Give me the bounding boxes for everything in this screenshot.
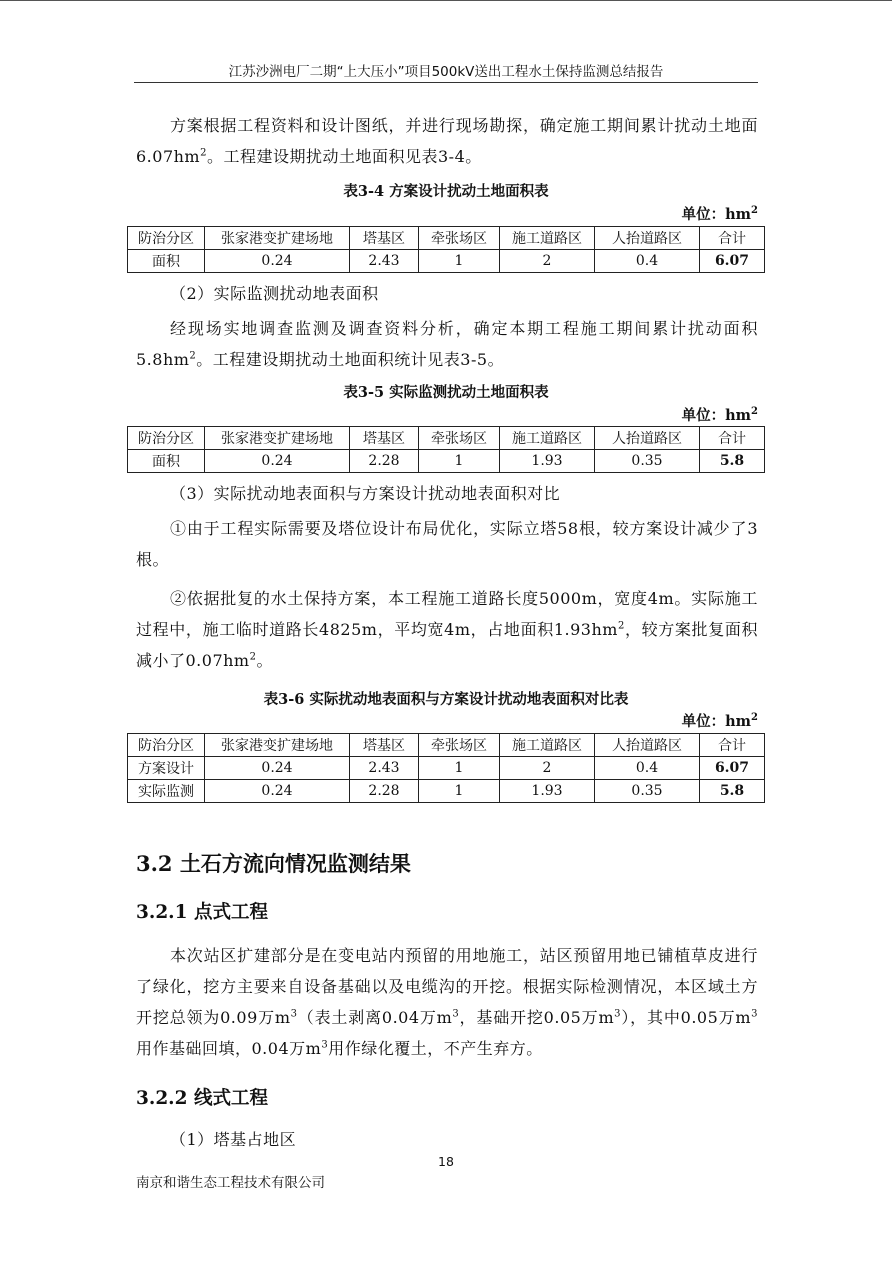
paragraph-road-area: ②依据批复的水土保持方案，本工程施工道路长度5000m，宽度4m。实际施工过程中，施工临时道路长4825m，平均宽4m，占地面积$1.93hm^2$，较方案批复面积减小了$0.07hm^2$。 [136, 589, 758, 670]
running-header: 江苏沙洲电厂二期“上大压小”项目500kV送出工程水土保持监测总结报告 [228, 64, 664, 80]
header-cell: 人抬道路区 [595, 734, 700, 757]
table-cell: 0.24 [205, 250, 350, 273]
paragraph-tower-count: ①由于工程实际需要及塔位设计布局优化，实际立塔58根，较方案设计减少了3根。 [136, 519, 758, 569]
table-3-5-caption: 表3-5 实际监测扰动土地面积表 [343, 384, 549, 401]
table-header-row [128, 734, 765, 757]
table-cell: 2 [500, 250, 595, 273]
header-rule [134, 82, 758, 83]
table-cell: 1.93 [500, 780, 595, 803]
table-3-6 [127, 733, 765, 803]
header-cell: 施工道路区 [500, 734, 595, 757]
section-heading-3-2: 3.2 土石方流向情况监测结果 [136, 851, 411, 876]
table-cell: 1 [419, 780, 500, 803]
header-cell: 防治分区 [128, 734, 205, 757]
table-cell: 2 [500, 757, 595, 780]
table-cell: 1 [419, 250, 500, 273]
table-cell-total: 6.07 [700, 250, 765, 273]
header-cell: 张家港变扩建场地 [205, 227, 350, 250]
table-cell: 0.24 [205, 450, 350, 473]
header-cell: 张家港变扩建场地 [205, 427, 350, 450]
page-number: 18 [438, 1154, 454, 1169]
header-cell: 塔基区 [350, 734, 419, 757]
header-cell: 人抬道路区 [595, 427, 700, 450]
header-cell: 张家港变扩建场地 [205, 734, 350, 757]
table-cell: 1.93 [500, 450, 595, 473]
table-cell: 2.28 [350, 450, 419, 473]
table-3-4 [127, 226, 765, 273]
footer-company: 南京和谐生态工程技术有限公司 [136, 1175, 325, 1191]
header-cell: 合计 [700, 427, 765, 450]
table-header-row [128, 227, 765, 250]
table-cell: 方案设计 [128, 757, 205, 780]
paragraph-plan-area: 方案根据工程资料和设计图纸，并进行现场勘探，确定施工期间累计扰动土地面$6.07hm^2$。工程建设期扰动土地面积见表3-4。 [136, 116, 758, 166]
header-cell: 牵张场区 [419, 427, 500, 450]
table-cell: 面积 [128, 250, 205, 273]
header-cell: 牵张场区 [419, 734, 500, 757]
header-cell: 防治分区 [128, 227, 205, 250]
table-row [128, 250, 765, 273]
table-cell: 2.28 [350, 780, 419, 803]
table-3-4-unit: 单位：$hm^2$ [681, 205, 758, 223]
header-cell: 防治分区 [128, 427, 205, 450]
table-header-row [128, 427, 765, 450]
subheading-tower-area: （1）塔基占地区 [170, 1130, 297, 1149]
table-cell-total: 5.8 [700, 780, 765, 803]
table-3-5-unit: 单位：$hm^2$ [681, 406, 758, 424]
header-cell: 合计 [700, 227, 765, 250]
section-heading-3-2-2: 3.2.2 线式工程 [136, 1088, 268, 1109]
table-3-6-caption: 表3-6 实际扰动地表面积与方案设计扰动地表面积对比表 [263, 691, 629, 708]
table-cell-total: 6.07 [700, 757, 765, 780]
table-cell: 2.43 [350, 250, 419, 273]
header-cell: 人抬道路区 [595, 227, 700, 250]
header-cell: 塔基区 [350, 427, 419, 450]
table-row [128, 450, 765, 473]
section-heading-3-2-1: 3.2.1 点式工程 [136, 902, 268, 923]
table-cell: 2.43 [350, 757, 419, 780]
table-cell: 0.24 [205, 780, 350, 803]
header-cell: 塔基区 [350, 227, 419, 250]
table-row [128, 757, 765, 780]
table-cell: 0.4 [595, 250, 700, 273]
table-cell: 1 [419, 757, 500, 780]
table-cell-total: 5.8 [700, 450, 765, 473]
table-row [128, 780, 765, 803]
table-3-5 [127, 426, 765, 473]
table-cell: 0.24 [205, 757, 350, 780]
header-cell: 施工道路区 [500, 427, 595, 450]
header-cell: 合计 [700, 734, 765, 757]
subheading-comparison: （3）实际扰动地表面积与方案设计扰动地表面积对比 [170, 484, 561, 503]
table-cell: 0.35 [595, 780, 700, 803]
table-cell: 1 [419, 450, 500, 473]
table-cell: 0.4 [595, 757, 700, 780]
table-3-4-caption: 表3-4 方案设计扰动土地面积表 [343, 183, 549, 200]
table-cell: 0.35 [595, 450, 700, 473]
top-border [0, 0, 892, 1]
table-3-6-unit: 单位：$hm^2$ [681, 712, 758, 730]
subheading-actual-monitoring: （2）实际监测扰动地表面积 [170, 284, 379, 303]
paragraph-actual-area: 经现场实地调查监测及调查资料分析，确定本期工程施工期间累计扰动面积$5.8hm^2$。工程建设期扰动土地面积统计见表3-5。 [136, 319, 758, 369]
table-cell: 面积 [128, 450, 205, 473]
header-cell: 施工道路区 [500, 227, 595, 250]
header-cell: 牵张场区 [419, 227, 500, 250]
table-cell: 实际监测 [128, 780, 205, 803]
paragraph-station-earthwork: 本次站区扩建部分是在变电站内预留的用地施工，站区预留用地已铺植草皮进行了绿化，挖方主要来自设备基础以及电缆沟的开挖。根据实际检测情况，本区域土方开挖总领为0.09万$m^3$（表土剥离0.04万$m^3$，基础开挖0.05万$m^3$），其中0.05万$m^3$用作基础回填，0.04万$m^3$用作绿化覆土，不产生弃方。 [136, 946, 758, 1058]
